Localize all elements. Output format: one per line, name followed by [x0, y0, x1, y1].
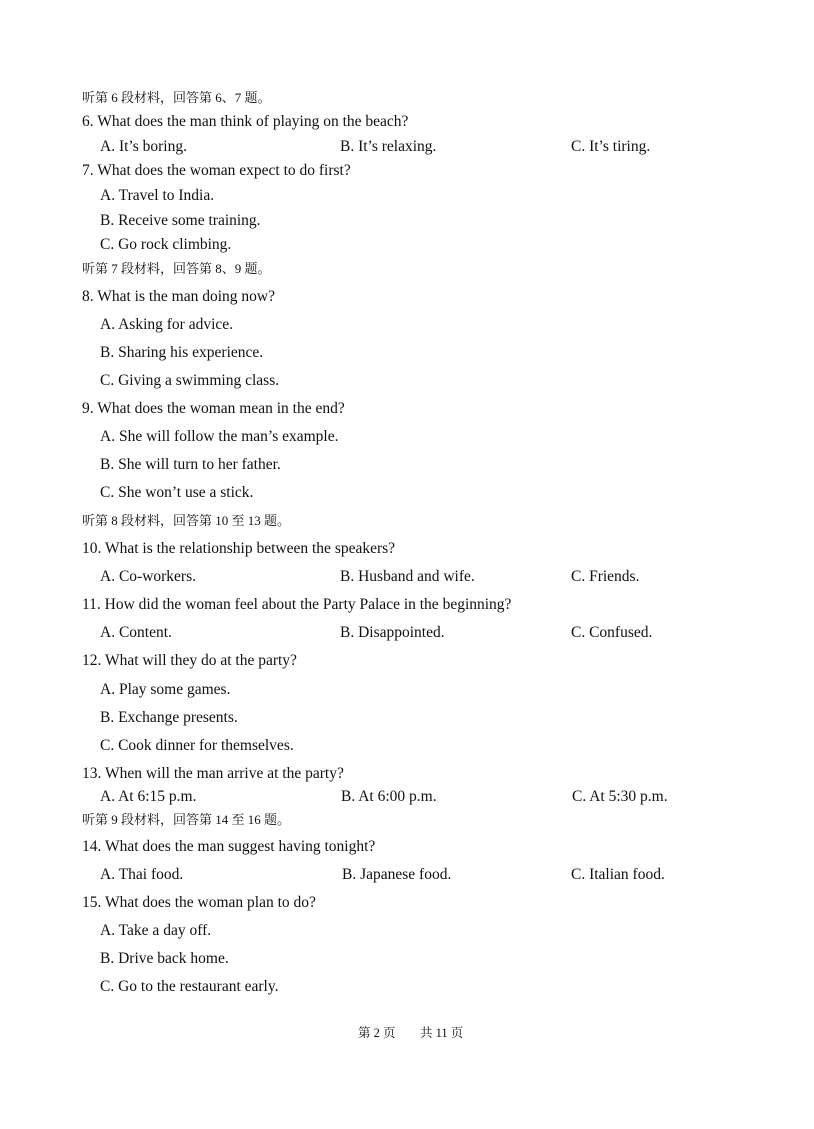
question-15-option-a: A. Take a day off.: [100, 922, 212, 939]
question-12-option-c: C. Cook dinner for themselves.: [100, 737, 294, 754]
question-11-option-c: C. Confused.: [571, 624, 653, 641]
question-6-stem: 6. What does the man think of playing on the beach?: [82, 113, 409, 130]
question-10-option-a: A. Co-workers.: [100, 568, 196, 585]
section-header-6: 听第 6 段材料，回答第 6、7 题。: [82, 90, 271, 105]
question-13-stem: 13. When will the man arrive at the party?: [82, 765, 344, 782]
question-12-option-b: B. Exchange presents.: [100, 709, 238, 726]
question-6-option-b: B. It’s relaxing.: [340, 138, 437, 155]
question-7-stem: 7. What does the woman expect to do first?: [82, 162, 351, 179]
question-9-stem: 9. What does the woman mean in the end?: [82, 400, 345, 417]
section-header-7: 听第 7 段材料，回答第 8、9 题。: [82, 261, 271, 276]
question-14-stem: 14. What does the man suggest having tonight?: [82, 838, 376, 855]
question-9-option-a: A. She will follow the man’s example.: [100, 428, 339, 445]
question-13-option-c: C. At 5:30 p.m.: [572, 788, 668, 805]
question-8-option-b: B. Sharing his experience.: [100, 344, 264, 361]
question-12-stem: 12. What will they do at the party?: [82, 652, 297, 669]
question-14-option-a: A. Thai food.: [100, 866, 184, 883]
question-15-option-c: C. Go to the restaurant early.: [100, 978, 279, 995]
section-header-9: 听第 9 段材料，回答第 14 至 16 题。: [82, 812, 291, 827]
section-header-8: 听第 8 段材料，回答第 10 至 13 题。: [82, 513, 291, 528]
question-10-option-b: B. Husband and wife.: [340, 568, 475, 585]
question-6-option-c: C. It’s tiring.: [571, 138, 651, 155]
question-8-option-a: A. Asking for advice.: [100, 316, 234, 333]
question-7-option-c: C. Go rock climbing.: [100, 236, 232, 253]
page-number: 第 2 页: [358, 1026, 396, 1040]
question-7-option-b: B. Receive some training.: [100, 212, 261, 229]
question-8-option-c: C. Giving a swimming class.: [100, 372, 280, 389]
question-10-stem: 10. What is the relationship between the speakers?: [82, 540, 396, 557]
question-7-option-a: A. Travel to India.: [100, 187, 215, 204]
question-14-option-b: B. Japanese food.: [342, 866, 452, 883]
question-13-option-b: B. At 6:00 p.m.: [341, 788, 437, 805]
question-6-option-a: A. It’s boring.: [100, 138, 187, 155]
question-11-option-a: A. Content.: [100, 624, 172, 641]
question-10-option-c: C. Friends.: [571, 568, 640, 585]
question-9-option-c: C. She won’t use a stick.: [100, 484, 254, 501]
question-11-stem: 11. How did the woman feel about the Party Palace in the beginning?: [82, 596, 512, 613]
question-8-stem: 8. What is the man doing now?: [82, 288, 276, 305]
question-14-option-c: C. Italian food.: [571, 866, 665, 883]
page-total: 共 11 页: [420, 1026, 464, 1040]
question-15-stem: 15. What does the woman plan to do?: [82, 894, 316, 911]
question-15-option-b: B. Drive back home.: [100, 950, 229, 967]
question-11-option-b: B. Disappointed.: [340, 624, 445, 641]
question-9-option-b: B. She will turn to her father.: [100, 456, 281, 473]
question-12-option-a: A. Play some games.: [100, 681, 231, 698]
question-13-option-a: A. At 6:15 p.m.: [100, 788, 197, 805]
